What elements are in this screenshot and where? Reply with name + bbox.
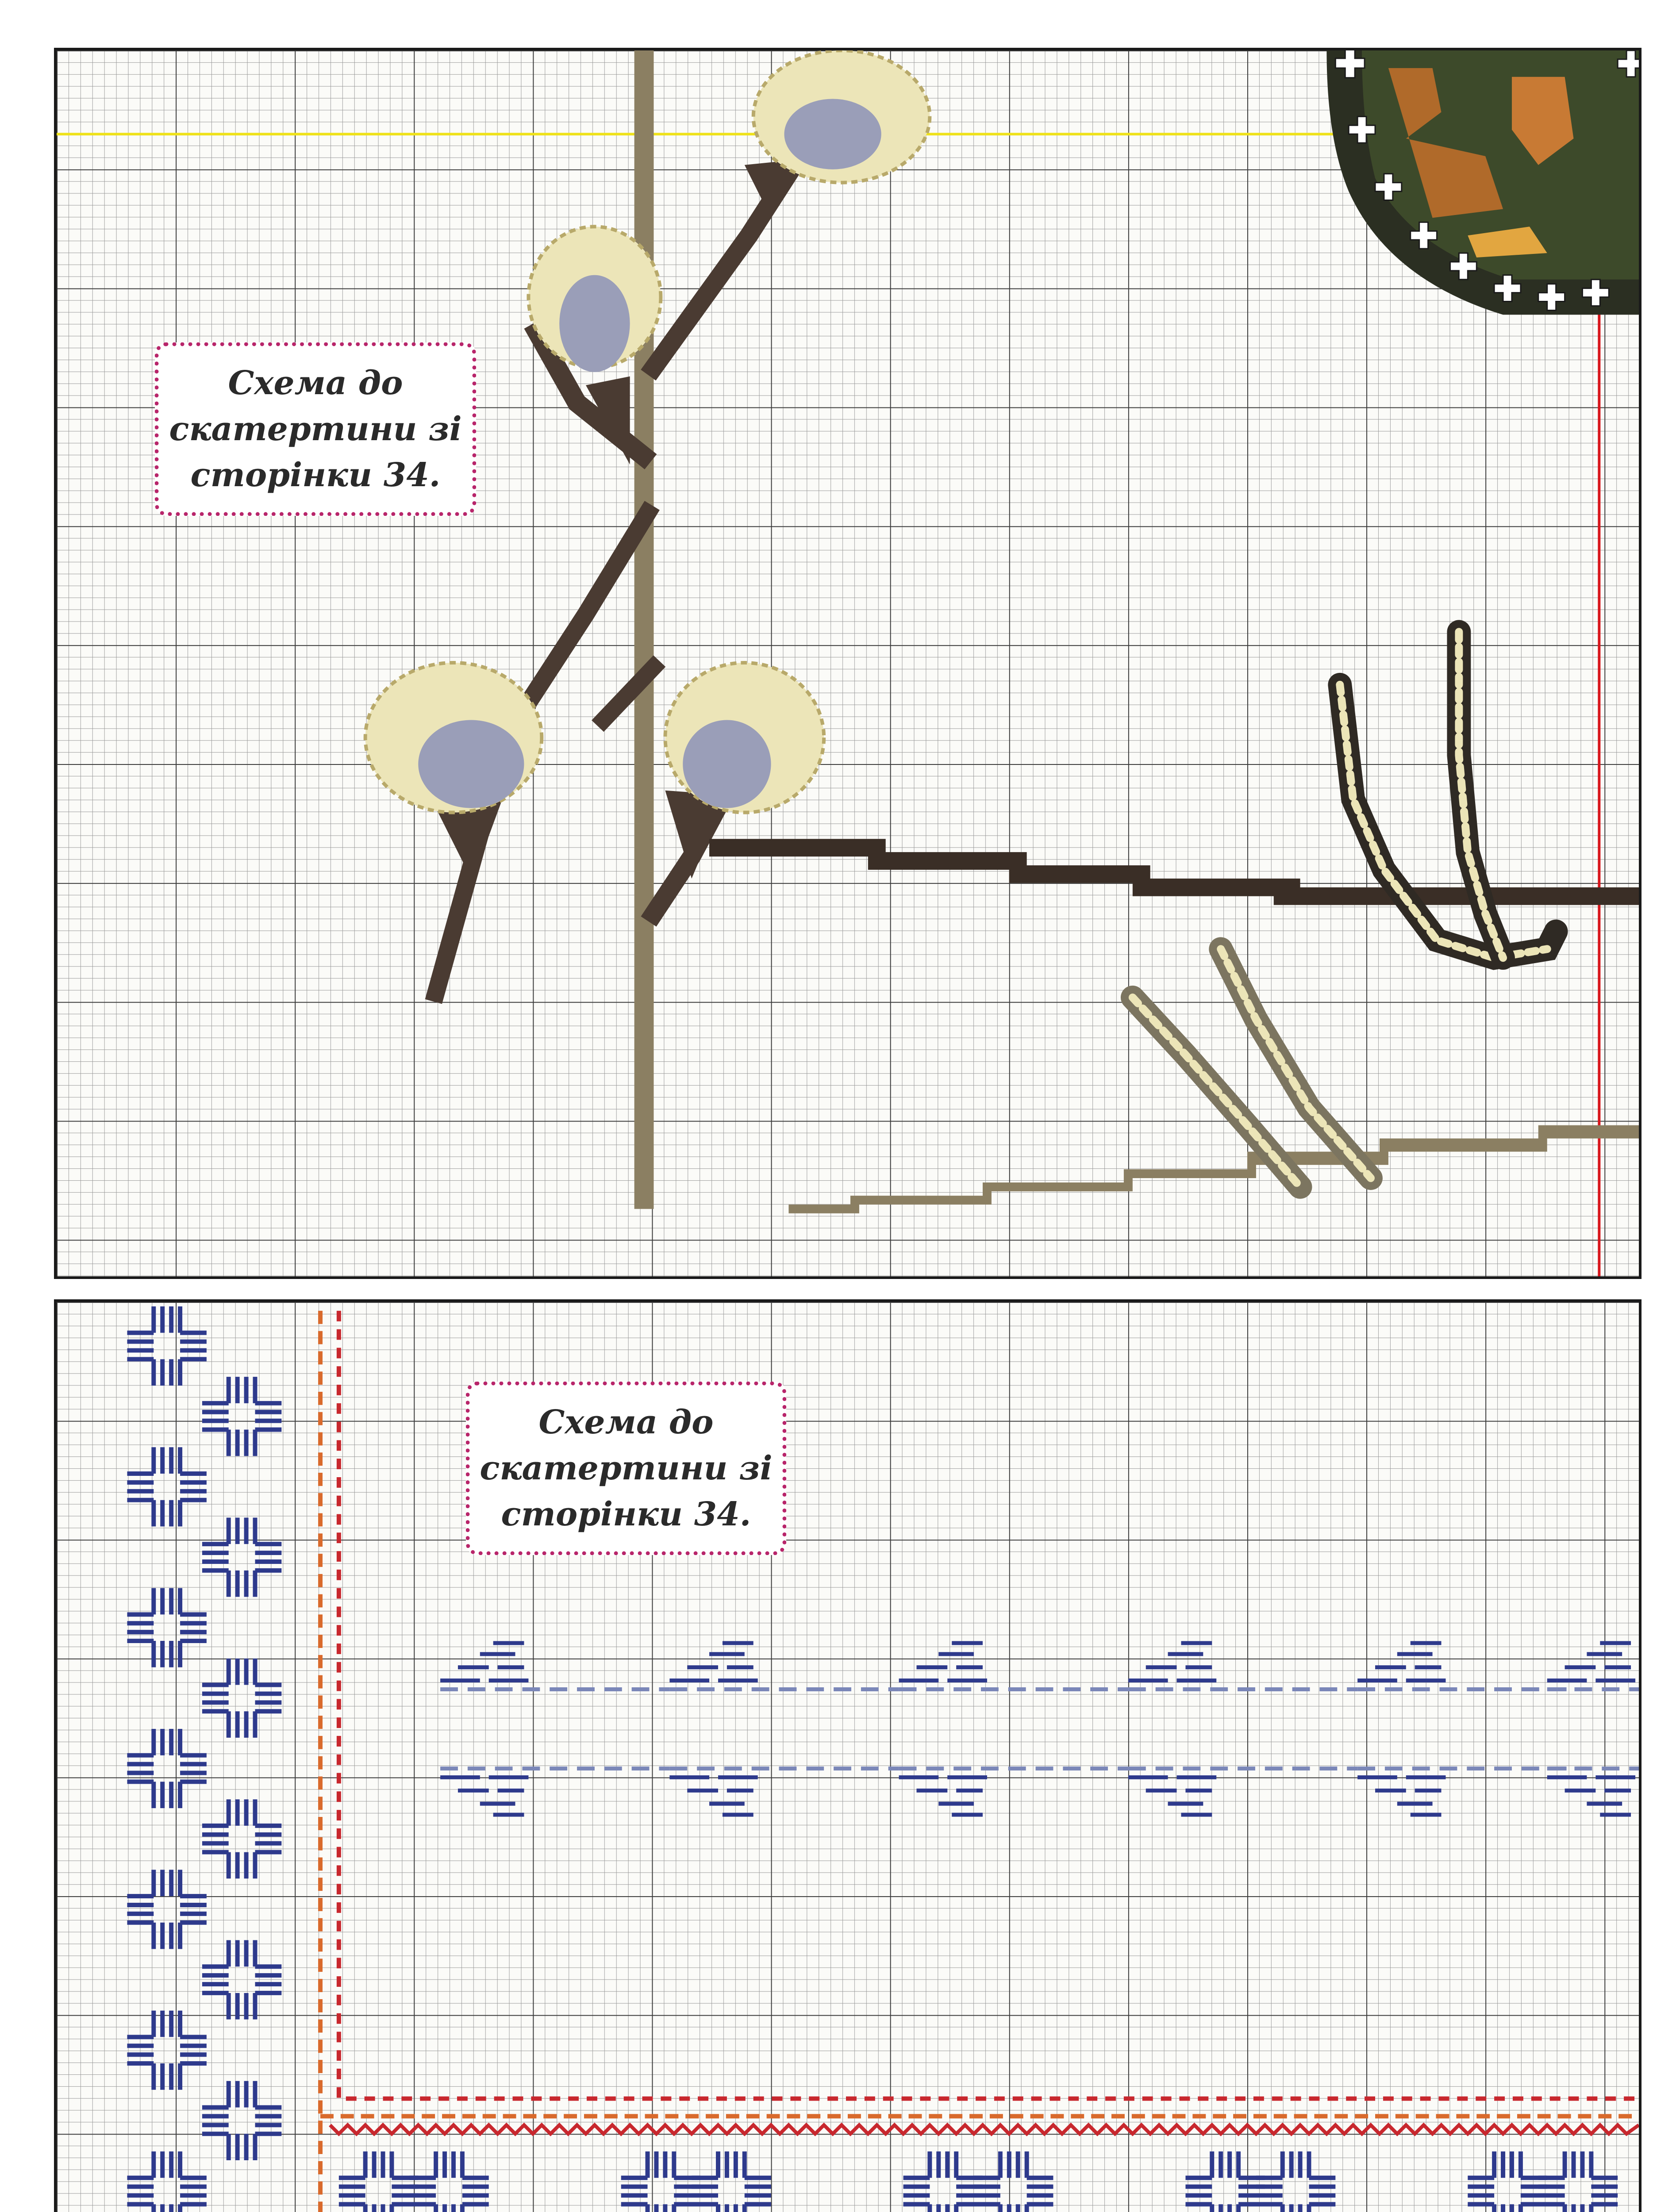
bud-lower-left	[365, 663, 542, 813]
caption-line-2: скатертини зі	[480, 1449, 773, 1487]
caption-line-3: сторінки 34.	[501, 1495, 751, 1533]
chart-panel-top	[54, 48, 1642, 1279]
chart-panel-bottom	[54, 1299, 1642, 2212]
caption-line-1: Схема до	[228, 364, 403, 402]
chart-caption-top	[155, 342, 476, 516]
main-stem	[634, 50, 654, 1209]
border-chart-grid	[57, 1302, 1639, 2212]
caption-line-1: Схема до	[538, 1403, 714, 1441]
willow-chart-grid	[57, 50, 1639, 1276]
caption-line-3: сторінки 34.	[190, 456, 441, 494]
bud-lower-right	[665, 663, 824, 813]
chart-caption-bottom	[466, 1382, 786, 1555]
bud-top	[754, 50, 930, 183]
caption-line-2: скатертини зі	[169, 410, 462, 448]
